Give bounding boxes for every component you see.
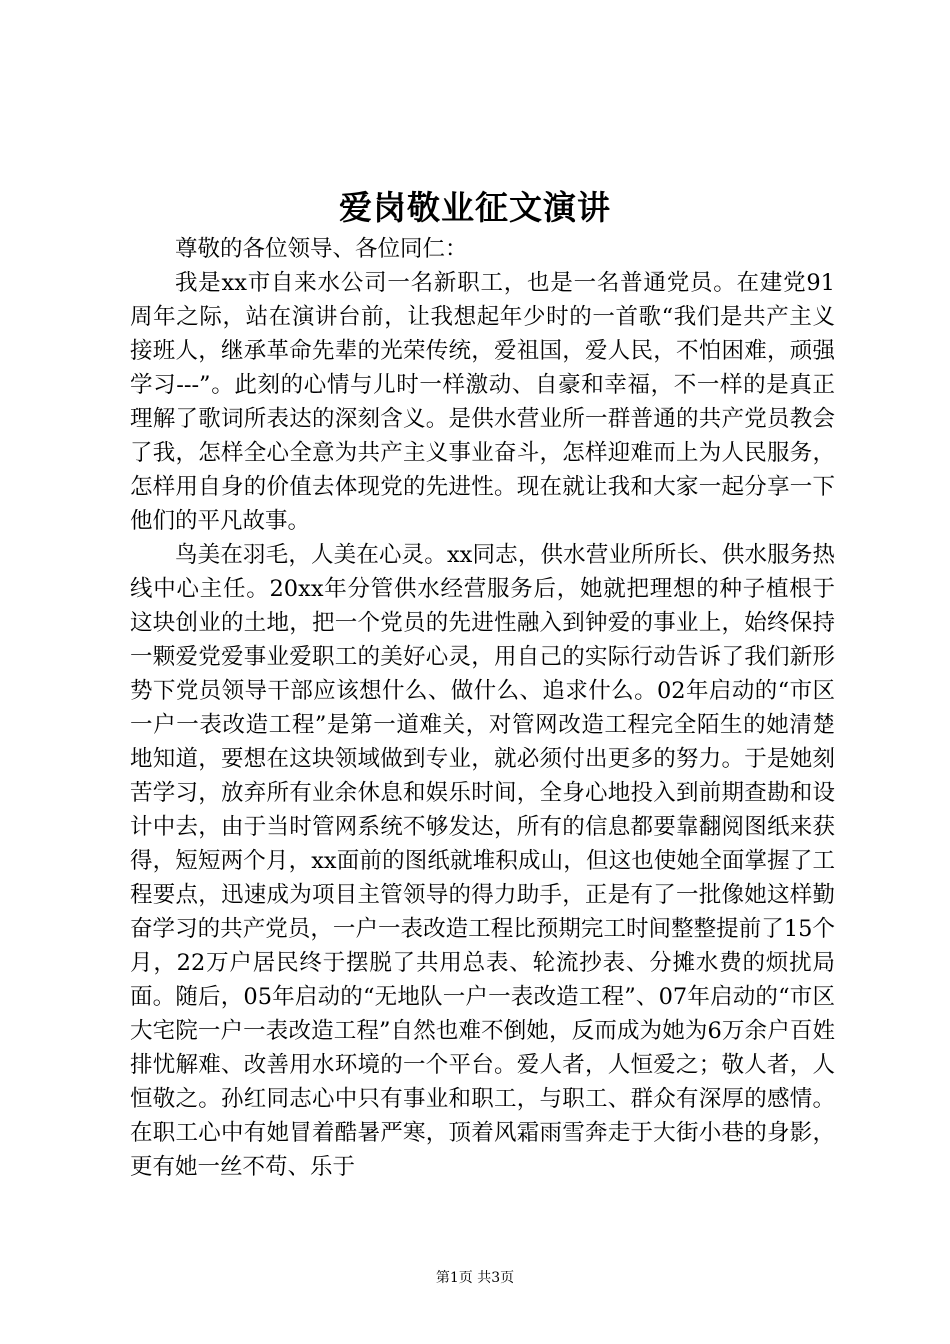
document-title: 爱岗敬业征文演讲 bbox=[339, 188, 611, 227]
page-footer: 第1页 共3页 bbox=[435, 1270, 515, 1286]
document-body bbox=[130, 232, 835, 1184]
paragraph-2: 鸟美在羽毛，人美在心灵。xx同志，供水营业所所长、供水服务热线中心主任。20xx年分管供水经营服务后，她就把理想的种子植根于这块创业的土地，把一个党员的先进性融入到钟爱的事业上，始终保持一颗爱党爱事业爱职工的美好心灵，用自己的实际行动告诉了我们新形势下党员领导干部应该想什么、做什么、追求什么。02年启动的“市区一户一表改造工程”是第一道难关，对管网改造工程完全陌生的她清楚地知道，要想在这块领域做到专业，就必须付出更多的努力。于是她刻苦学习，放弃所有业余休息和娱乐时间，全身心地投入到前期查勘和设计中去，由于当时管网系统不够发达，所有的信息都要靠翻阅图纸来获得，短短两个月，xx面前的图纸就堆积成山，但这也使她全面掌握了工程要点，迅速成为项目主管领导的得力助手，正是有了一批像她这样勤奋学习的共产党员，一户一表改造工程比预期完工时间整整提前了15个月，22万户居民终于摆脱了共用总表、轮流抄表、分摊水费的烦扰局面。随后，05年启动的“无地队一户一表改造工程”、07年启动的“市区大宅院一户一表改造工程”自然也难不倒她，反而成为她为6万余户百姓排忧解难、改善用水环境的一个平台。爱人者，人恒爱之；敬人者，人恒敬之。孙红同志心中只有事业和职工，与职工、群众有深厚的感情。在职工心中有她冒着酷暑严寒，顶着风霜雨雪奔走于大街小巷的身影，更有她一丝不苟、乐于 bbox=[130, 542, 835, 1180]
paragraph-1: 我是xx市自来水公司一名新职工，也是一名普通党员。在建党91周年之际，站在演讲台前，让我想起年少时的一首歌“我们是共产主义接班人，继承革命先辈的光荣传统，爱祖国，爱人民，不怕困难，顽强学习---”。此刻的心情与儿时一样激动、自豪和幸福，不一样的是真正理解了歌词所表达的深刻含义。是供水营业所一群普通的共产党员教会了我，怎样全心全意为共产主义事业奋斗，怎样迎难而上为人民服务，怎样用自身的价值去体现党的先进性。现在就让我和大家一起分享一下他们的平凡故事。 bbox=[130, 270, 835, 534]
salutation: 尊敬的各位领导、各位同仁： bbox=[175, 236, 468, 262]
